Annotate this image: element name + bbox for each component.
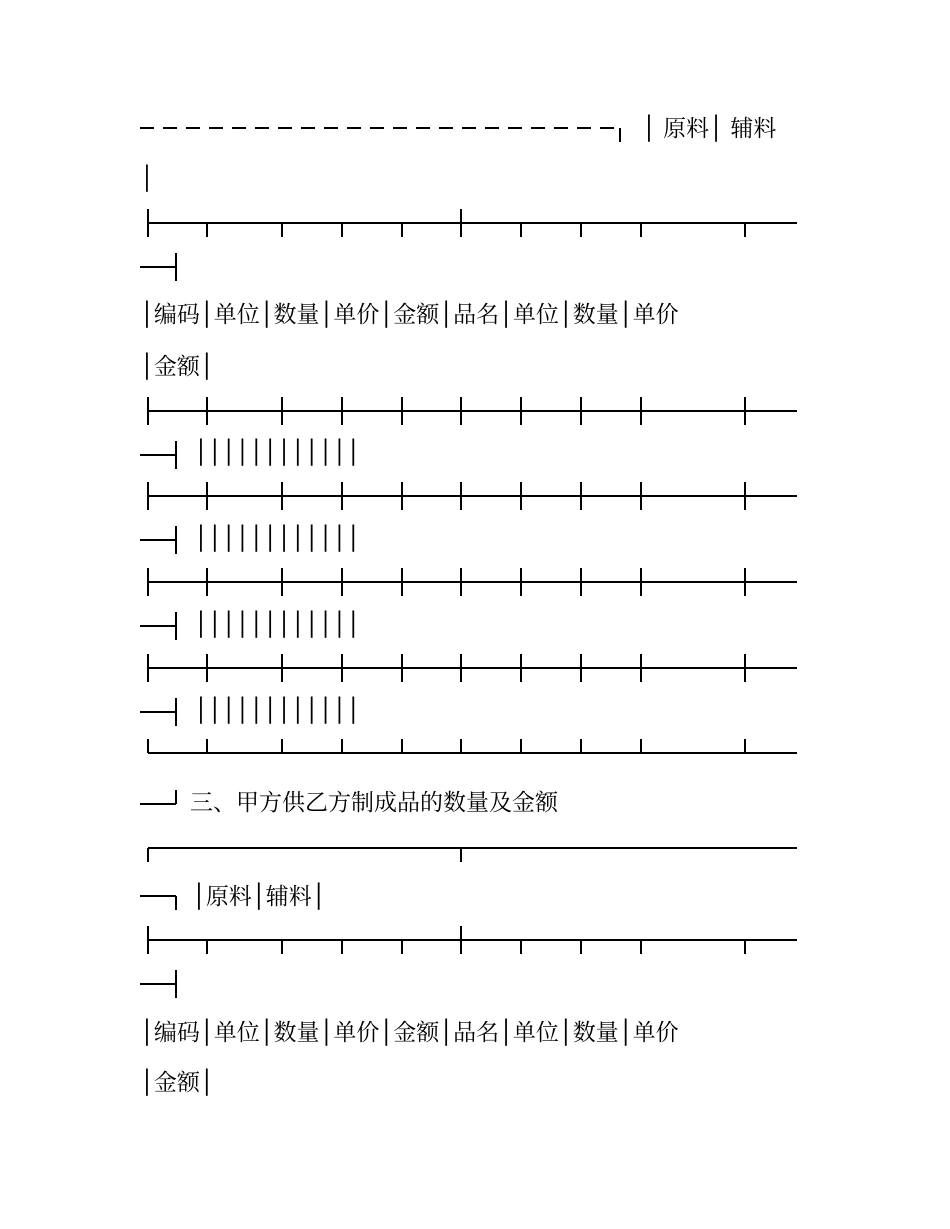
header1-labels: │ 原料│ 辅料	[642, 116, 777, 142]
table-rule-4	[0, 564, 950, 644]
data-row-marks-2: ││││││││││││	[194, 526, 361, 552]
header1-tail: │	[140, 166, 154, 192]
column-headers-2-tail: │金额│	[140, 1070, 214, 1096]
table2-rule-1	[0, 922, 950, 1002]
table2-top-rule	[0, 830, 950, 910]
header2-labels: │原料│辅料│	[192, 884, 326, 910]
column-headers-2: │编码│单位│数量│单价│金额│品名│单位│数量│单价	[140, 1020, 679, 1046]
table-rule-1	[0, 205, 950, 285]
section-3-title: 三、甲方供乙方制成品的数量及金额	[190, 790, 558, 816]
data-row-marks-1: ││││││││││││	[194, 440, 361, 466]
data-row-marks-3: ││││││││││││	[194, 612, 361, 638]
dashed-top-rule	[0, 118, 950, 148]
table-rule-5	[0, 650, 950, 730]
column-headers-1-tail: │金额│	[140, 354, 214, 380]
data-row-marks-4: ││││││││││││	[194, 698, 361, 724]
column-headers-1: │编码│单位│数量│单价│金额│品名│单位│数量│单价	[140, 302, 679, 328]
table-rule-2	[0, 393, 950, 473]
table-rule-3	[0, 478, 950, 558]
